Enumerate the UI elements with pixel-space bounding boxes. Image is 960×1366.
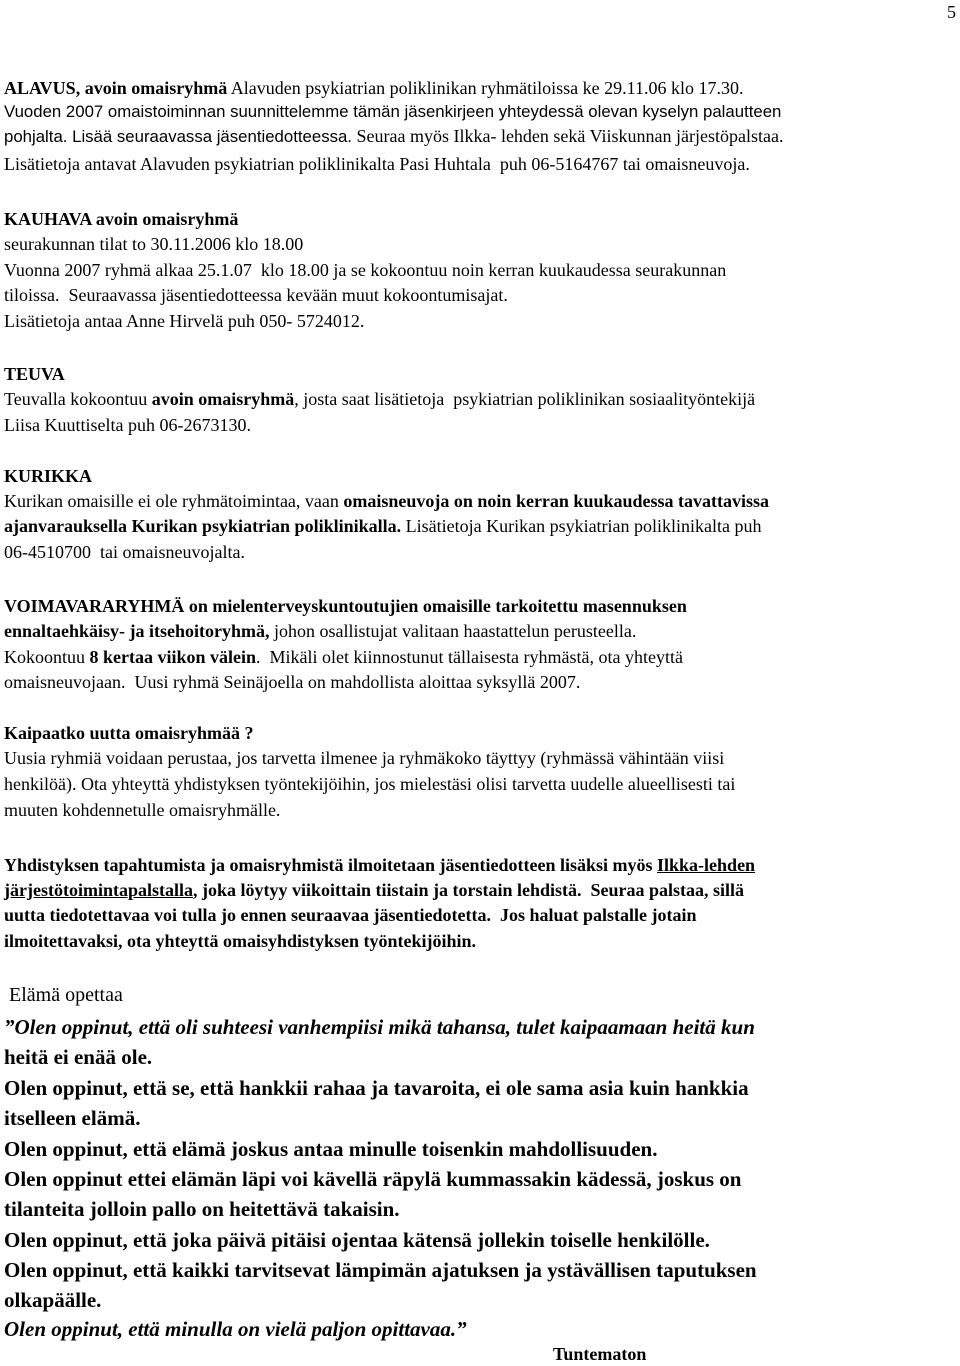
kauhava-heading: KAUHAVA avoin omaisryhmä — [4, 209, 239, 229]
poem-line-4: itselleen elämä. — [4, 1106, 141, 1130]
voimavara-line-2: ennaltaehkäisy- ja itsehoitoryhmä, johon osallistujat valitaan haastattelun perusteella. — [4, 621, 637, 641]
yhdistys-line-2: järjestötoimintapalstalla, joka löytyy viikoittain tiistain ja torstain lehdistä. Seuraa palstaa, sillä — [4, 880, 745, 900]
kurikka-line-1: Kurikan omaisille ei ole ryhmätoimintaa, vaan omaisneuvoja on noin kerran kuukaudessa tavattavissa — [4, 491, 769, 511]
kurikka-line-2: ajanvarauksella Kurikan psykiatrian poliklinikalla. Lisätietoja Kurikan psykiatrian poliklinikalta puh — [4, 516, 762, 536]
alavus-line-2: Vuoden 2007 omaistoiminnan suunnittelemme tämän jäsenkirjeen yhteydessä olevan kyselyn palautteen — [4, 102, 782, 121]
yhdistys-line-3: uutta tiedotettavaa voi tulla jo ennen seuraavaa jäsentiedotetta. Jos haluat palstalle jotain — [4, 905, 697, 925]
voimavara-line-1: VOIMAVARARYHMÄ on mielenterveyskuntoutujien omaisille tarkoitettu masennuksen — [4, 596, 687, 616]
poem-line-7: tilanteita jolloin pallo on heitettävä takaisin. — [4, 1197, 400, 1221]
kauhava-line-4: Lisätietoja antaa Anne Hirvelä puh 050- 5724012. — [4, 311, 365, 331]
kauhava-line-1: seurakunnan tilat to 30.11.2006 klo 18.00 — [4, 234, 304, 254]
alavus-line-1: ALAVUS, avoin omaisryhmä Alavuden psykiatrian poliklinikan ryhmätiloissa ke 29.11.06 klo 17.30. — [4, 78, 744, 98]
poem-line-3: Olen oppinut, että se, että hankkii rahaa ja tavaroita, ei ole sama asia kuin hankkia — [4, 1076, 749, 1100]
alavus-heading: ALAVUS, avoin omaisryhmä — [4, 78, 228, 98]
teuva-line-2: Liisa Kuuttiselta puh 06-2673130. — [4, 415, 251, 435]
kurikka-heading: KURIKKA — [4, 466, 93, 486]
poem-line-10: olkapäälle. — [4, 1288, 102, 1312]
teuva-line-1: Teuvalla kokoontuu avoin omaisryhmä, josta saat lisätietoja psykiatrian poliklinikan sosiaalityöntekijä — [4, 389, 756, 409]
kaipaatko-heading: Kaipaatko uutta omaisryhmää ? — [4, 723, 254, 743]
kauhava-line-2: Vuonna 2007 ryhmä alkaa 25.1.07 klo 18.00 ja se kokoontuu noin kerran kuukaudessa seurakunnan — [4, 260, 727, 280]
kaipaatko-line-3: muuten kohdennetulle omaisryhmälle. — [4, 800, 281, 820]
poem-line-9: Olen oppinut, että kaikki tarvitsevat lämpimän ajatuksen ja ystävällisen taputuksen — [4, 1258, 757, 1282]
yhdistys-line-4: ilmoitettavaksi, ota yhteyttä omaisyhdistyksen työntekijöihin. — [4, 931, 477, 951]
poem-line-5: Olen oppinut, että elämä joskus antaa minulle toisenkin mahdollisuuden. — [4, 1137, 658, 1161]
alavus-line-4: Lisätietoja antavat Alavuden psykiatrian poliklinikalta Pasi Huhtala puh 06-5164767 tai omaisneuvoja. — [4, 154, 750, 174]
kaipaatko-line-1: Uusia ryhmiä voidaan perustaa, jos tarvetta ilmenee ja ryhmäkoko täyttyy (ryhmässä vähintään viisi — [4, 748, 725, 768]
poem-line-6: Olen oppinut ettei elämän läpi voi kävellä räpylä kummassakin kädessä, joskus on — [4, 1167, 742, 1191]
teuva-heading: TEUVA — [4, 364, 65, 384]
page-number: 5 — [947, 2, 956, 22]
voimavara-heading: VOIMAVARARYHMÄ — [4, 596, 185, 616]
poem-line-8: Olen oppinut, että joka päivä pitäisi ojentaa kätensä jollekin toiselle henkilölle. — [4, 1228, 710, 1252]
kauhava-line-3: tiloissa. Seuraavassa jäsentiedotteessa kevään muut kokoontumisajat. — [4, 285, 508, 305]
poem-line-2: heitä ei enää ole. — [4, 1045, 153, 1069]
ilkka-lehden-link: Ilkka-lehden — [657, 855, 756, 875]
voimavara-line-3: Kokoontuu 8 kertaa viikon välein. Mikäli olet kiinnostunut tällaisesta ryhmästä, ota yhteyttä — [4, 647, 683, 667]
kaipaatko-line-2: henkilöä). Ota yhteyttä yhdistyksen työntekijöihin, jos mielestäsi olisi tarvetta uudelle alueellisesti tai — [4, 774, 736, 794]
alavus-line-3: pohjalta. Lisää seuraavassa jäsentiedotteessa. Seuraa myös Ilkka- lehden sekä Viiskunnan järjestöpalstaa. — [4, 126, 784, 146]
yhdistys-line-1: Yhdistyksen tapahtumista ja omaisryhmistä ilmoitetaan jäsentiedotteen lisäksi myös Ilkka-lehden — [4, 855, 756, 875]
poem-author: Tuntematon — [553, 1344, 647, 1364]
kurikka-line-3: 06-4510700 tai omaisneuvojalta. — [4, 542, 245, 562]
poem-title: Elämä opettaa — [4, 984, 123, 1006]
poem-line-11: Olen oppinut, että minulla on vielä paljon opittavaa.” — [4, 1317, 467, 1341]
voimavara-line-4: omaisneuvojaan. Uusi ryhmä Seinäjoella on mahdollista aloittaa syksyllä 2007. — [4, 672, 581, 692]
poem-line-1: ”Olen oppinut, että oli suhteesi vanhempiisi mikä tahansa, tulet kaipaamaan heitä kun — [4, 1015, 755, 1039]
